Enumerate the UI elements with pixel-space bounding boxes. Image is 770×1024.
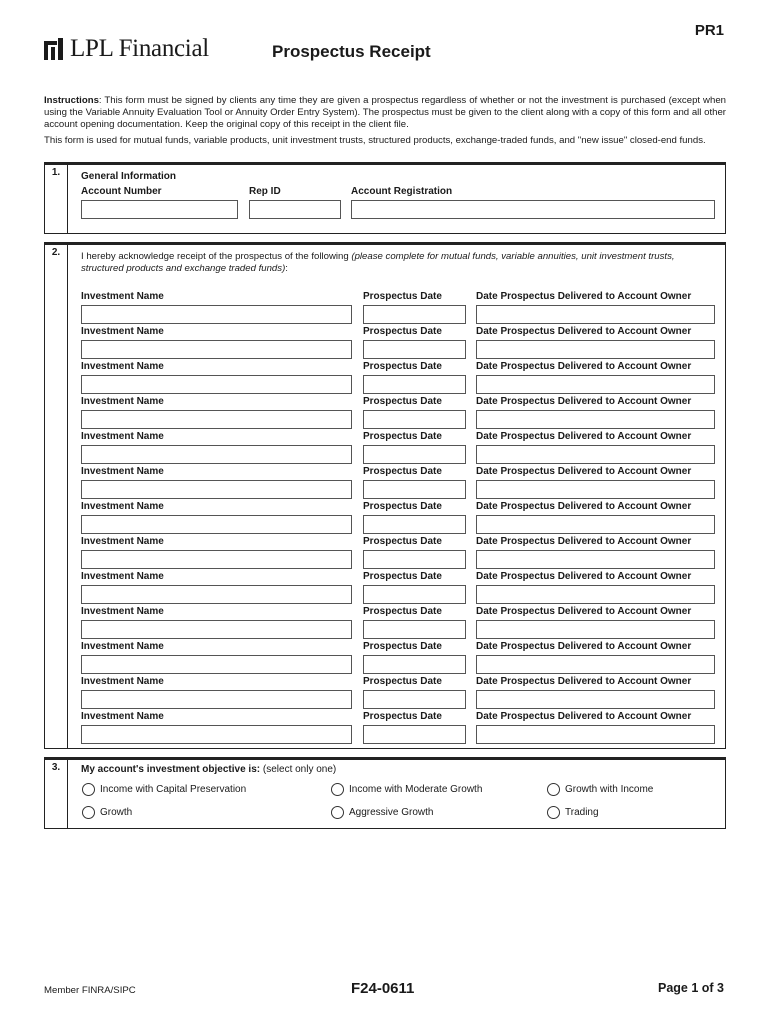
date-delivered-label: Date Prospectus Delivered to Account Owner [476,571,692,582]
investment-name-field[interactable] [81,725,352,744]
objective-option[interactable] [331,783,482,796]
section-heading: General Information [81,171,177,182]
prospectus-date-field[interactable] [363,585,466,604]
prospectus-date-label: Prospectus Date [363,431,442,442]
prospectus-date-label: Prospectus Date [363,676,442,687]
prospectus-date-label: Prospectus Date [363,606,442,617]
date-delivered-label: Date Prospectus Delivered to Account Owner [476,466,692,477]
investment-name-label: Investment Name [81,361,164,372]
objective-option-label: Growth with Income [565,784,654,795]
investment-name-field[interactable] [81,305,352,324]
date-delivered-field[interactable] [476,445,715,464]
prospectus-date-label: Prospectus Date [363,571,442,582]
prospectus-date-label: Prospectus Date [363,326,442,337]
prospectus-date-label: Prospectus Date [363,536,442,547]
section-number: 3. [45,758,68,828]
prospectus-date-label: Prospectus Date [363,291,442,302]
date-delivered-label: Date Prospectus Delivered to Account Owner [476,361,692,372]
acknowledgement-text [81,251,717,275]
investment-name-label: Investment Name [81,711,164,722]
date-delivered-field[interactable] [476,480,715,499]
prospectus-date-field[interactable] [363,480,466,499]
prospectus-date-label: Prospectus Date [363,501,442,512]
prospectus-date-field[interactable] [363,515,466,534]
date-delivered-field[interactable] [476,410,715,429]
section-investment-objective [44,757,726,829]
investment-name-label: Investment Name [81,676,164,687]
radio-button[interactable] [82,783,95,796]
prospectus-date-field[interactable] [363,305,466,324]
objective-option[interactable] [82,806,132,819]
investment-name-label: Investment Name [81,466,164,477]
investment-name-label: Investment Name [81,431,164,442]
prospectus-date-field[interactable] [363,725,466,744]
objective-option-label: Income with Capital Preservation [100,784,247,795]
investment-name-label: Investment Name [81,396,164,407]
account-number-label: Account Number [81,186,162,197]
section-number: 1. [45,163,68,233]
date-delivered-field[interactable] [476,305,715,324]
date-delivered-label: Date Prospectus Delivered to Account Owner [476,501,692,512]
date-delivered-field[interactable] [476,340,715,359]
objective-option-label: Aggressive Growth [349,807,434,818]
investment-name-label: Investment Name [81,501,164,512]
instructions [44,95,726,151]
footer-form-number: F24-0611 [351,980,415,997]
prospectus-date-label: Prospectus Date [363,466,442,477]
objective-option[interactable] [82,783,246,796]
objective-question-text: My account's investment objective is: [81,764,261,775]
date-delivered-field[interactable] [476,375,715,394]
objective-option[interactable] [331,806,433,819]
date-delivered-field[interactable] [476,620,715,639]
prospectus-date-field[interactable] [363,655,466,674]
prospectus-date-label: Prospectus Date [363,361,442,372]
rep-id-field[interactable] [249,200,341,219]
prospectus-date-label: Prospectus Date [363,711,442,722]
prospectus-date-field[interactable] [363,375,466,394]
date-delivered-label: Date Prospectus Delivered to Account Owner [476,711,692,722]
radio-button[interactable] [331,783,344,796]
brand-name: LPL Financial [70,35,209,62]
objective-option[interactable] [547,783,653,796]
instructions-lead: Instructions [44,95,99,106]
ack-italic: (please complete for mutual funds, variable annuities, unit investment trusts, structured products and exchange traded funds) [81,251,675,274]
investment-name-label: Investment Name [81,641,164,652]
investment-name-field[interactable] [81,445,352,464]
radio-button[interactable] [331,806,344,819]
account-number-field[interactable] [81,200,238,219]
section-prospectus-acknowledgement [44,242,726,749]
date-delivered-field[interactable] [476,515,715,534]
investment-name-field[interactable] [81,585,352,604]
investment-name-field[interactable] [81,340,352,359]
account-registration-field[interactable] [351,200,715,219]
prospectus-date-field[interactable] [363,410,466,429]
investment-name-label: Investment Name [81,326,164,337]
radio-button[interactable] [82,806,95,819]
investment-name-field[interactable] [81,550,352,569]
ack-text: I hereby acknowledge receipt of the prospectus of the following [81,251,352,262]
objective-option[interactable] [547,806,599,819]
date-delivered-label: Date Prospectus Delivered to Account Owner [476,641,692,652]
date-delivered-field[interactable] [476,690,715,709]
rep-id-label: Rep ID [249,186,281,197]
brand-logo [44,34,209,64]
date-delivered-label: Date Prospectus Delivered to Account Owner [476,606,692,617]
prospectus-date-field[interactable] [363,550,466,569]
prospectus-date-field[interactable] [363,445,466,464]
radio-button[interactable] [547,806,560,819]
lpl-logo-mark-icon [44,38,64,60]
date-delivered-label: Date Prospectus Delivered to Account Owner [476,431,692,442]
ack-colon: : [285,263,288,274]
instructions-text: : This form must be signed by clients any time they are given a prospectus regardless of whether or not the investment is purchased (except when using the Variable Annuity Evaluation Tool or Annuity Order Entry System). The prospectus must be given to the client along with a copy of this form and all other account opening documentation. Keep the original copy of this receipt in the client file. [44,95,726,130]
radio-button[interactable] [547,783,560,796]
prospectus-date-field[interactable] [363,690,466,709]
investment-name-field[interactable] [81,480,352,499]
objective-option-label: Income with Moderate Growth [349,784,483,795]
investment-name-field[interactable] [81,375,352,394]
date-delivered-field[interactable] [476,655,715,674]
date-delivered-label: Date Prospectus Delivered to Account Owner [476,326,692,337]
date-delivered-field[interactable] [476,585,715,604]
objective-question [81,764,336,775]
investment-name-label: Investment Name [81,536,164,547]
form-code: PR1 [694,22,724,39]
date-delivered-label: Date Prospectus Delivered to Account Owner [476,291,692,302]
prospectus-date-field[interactable] [363,340,466,359]
date-delivered-label: Date Prospectus Delivered to Account Owner [476,536,692,547]
section-number: 2. [45,243,68,748]
investment-name-field[interactable] [81,620,352,639]
date-delivered-label: Date Prospectus Delivered to Account Owner [476,396,692,407]
objective-option-label: Growth [100,807,133,818]
instructions-scope: This form is used for mutual funds, variable products, unit investment trusts, structured products, exchange-traded funds, and "new issue" closed-end funds. [44,135,706,146]
investment-name-field[interactable] [81,690,352,709]
footer-member: Member FINRA/SIPC [44,985,136,996]
date-delivered-label: Date Prospectus Delivered to Account Owner [476,676,692,687]
section-general-information [44,162,726,234]
investment-name-label: Investment Name [81,571,164,582]
investment-name-label: Investment Name [81,291,164,302]
prospectus-date-label: Prospectus Date [363,396,442,407]
investment-name-field[interactable] [81,410,352,429]
prospectus-date-label: Prospectus Date [363,641,442,652]
investment-name-field[interactable] [81,655,352,674]
footer-page: Page 1 of 3 [658,981,724,995]
investment-name-field[interactable] [81,515,352,534]
page-title: Prospectus Receipt [272,42,431,61]
date-delivered-field[interactable] [476,725,715,744]
objective-option-label: Trading [565,807,599,818]
objective-hint: (select only one) [260,764,337,775]
account-registration-label: Account Registration [351,186,453,197]
investment-name-label: Investment Name [81,606,164,617]
date-delivered-field[interactable] [476,550,715,569]
prospectus-date-field[interactable] [363,620,466,639]
